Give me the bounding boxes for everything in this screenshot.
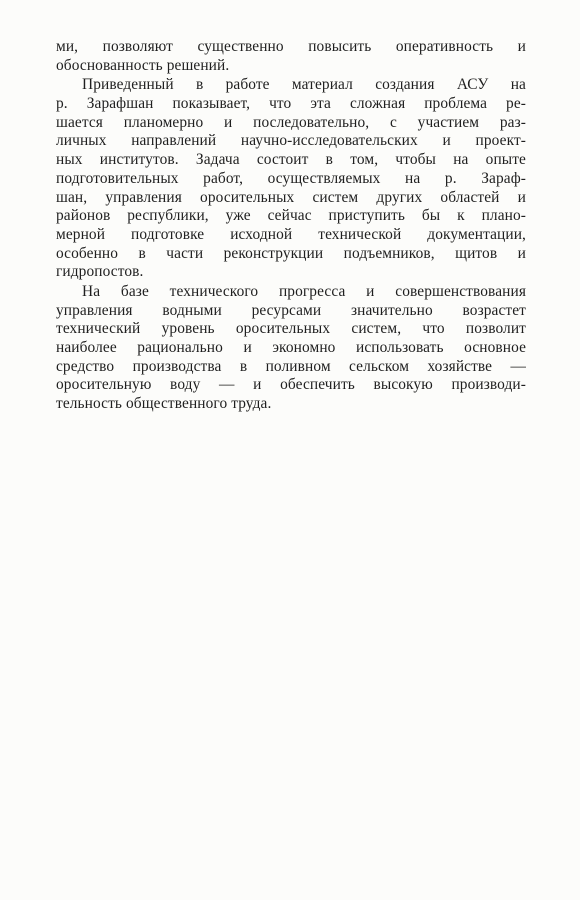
paragraph-1 (56, 38, 526, 75)
text-line: р. Зарафшан показывает, что эта сложная проблема ре- (56, 95, 526, 113)
body-text (56, 38, 526, 415)
text-line: особенно в части реконструкции подъемников, щитов и (56, 244, 526, 262)
text-line: тельность общественного труда. (56, 395, 272, 413)
text-line: средство производства в поливном сельском хозяйстве — (56, 357, 526, 375)
text-line: шается планомерно и последовательно, с участием раз- (56, 113, 526, 131)
text-line: наиболее рационально и экономно использовать основное (56, 339, 526, 356)
text-line: ми, позволяют существенно повысить оперативность и (56, 38, 526, 55)
text-line: ных институтов. Задача состоит в том, чтобы на опыте (56, 151, 526, 169)
text-line: шан, управления оросительных систем других областей и (56, 188, 526, 206)
paragraph-2 (56, 76, 526, 282)
text-line: оросительную воду — и обеспечить высокую производи- (56, 376, 526, 394)
text-line: подготовительных работ, осуществляемых на р. Зараф- (56, 169, 526, 187)
text-line: районов республики, уже сейчас приступить бы к плано- (56, 207, 526, 225)
text-line: управления водными ресурсами значительно возрастет (56, 301, 526, 319)
text-line: технический уровень оросительных систем, что позволит (56, 320, 526, 338)
text-line: обоснованность решений. (56, 56, 230, 74)
text-line: мерной подготовке исходной технической документации, (56, 225, 526, 243)
text-line: Приведенный в работе материал создания АСУ на (82, 76, 526, 94)
text-line: гидропостов. (56, 263, 144, 281)
text-line: личных направлений научно-исследовательских и проект- (56, 132, 526, 150)
text-line: На базе технического прогресса и совершенствования (82, 282, 526, 300)
paragraph-3 (56, 283, 526, 414)
